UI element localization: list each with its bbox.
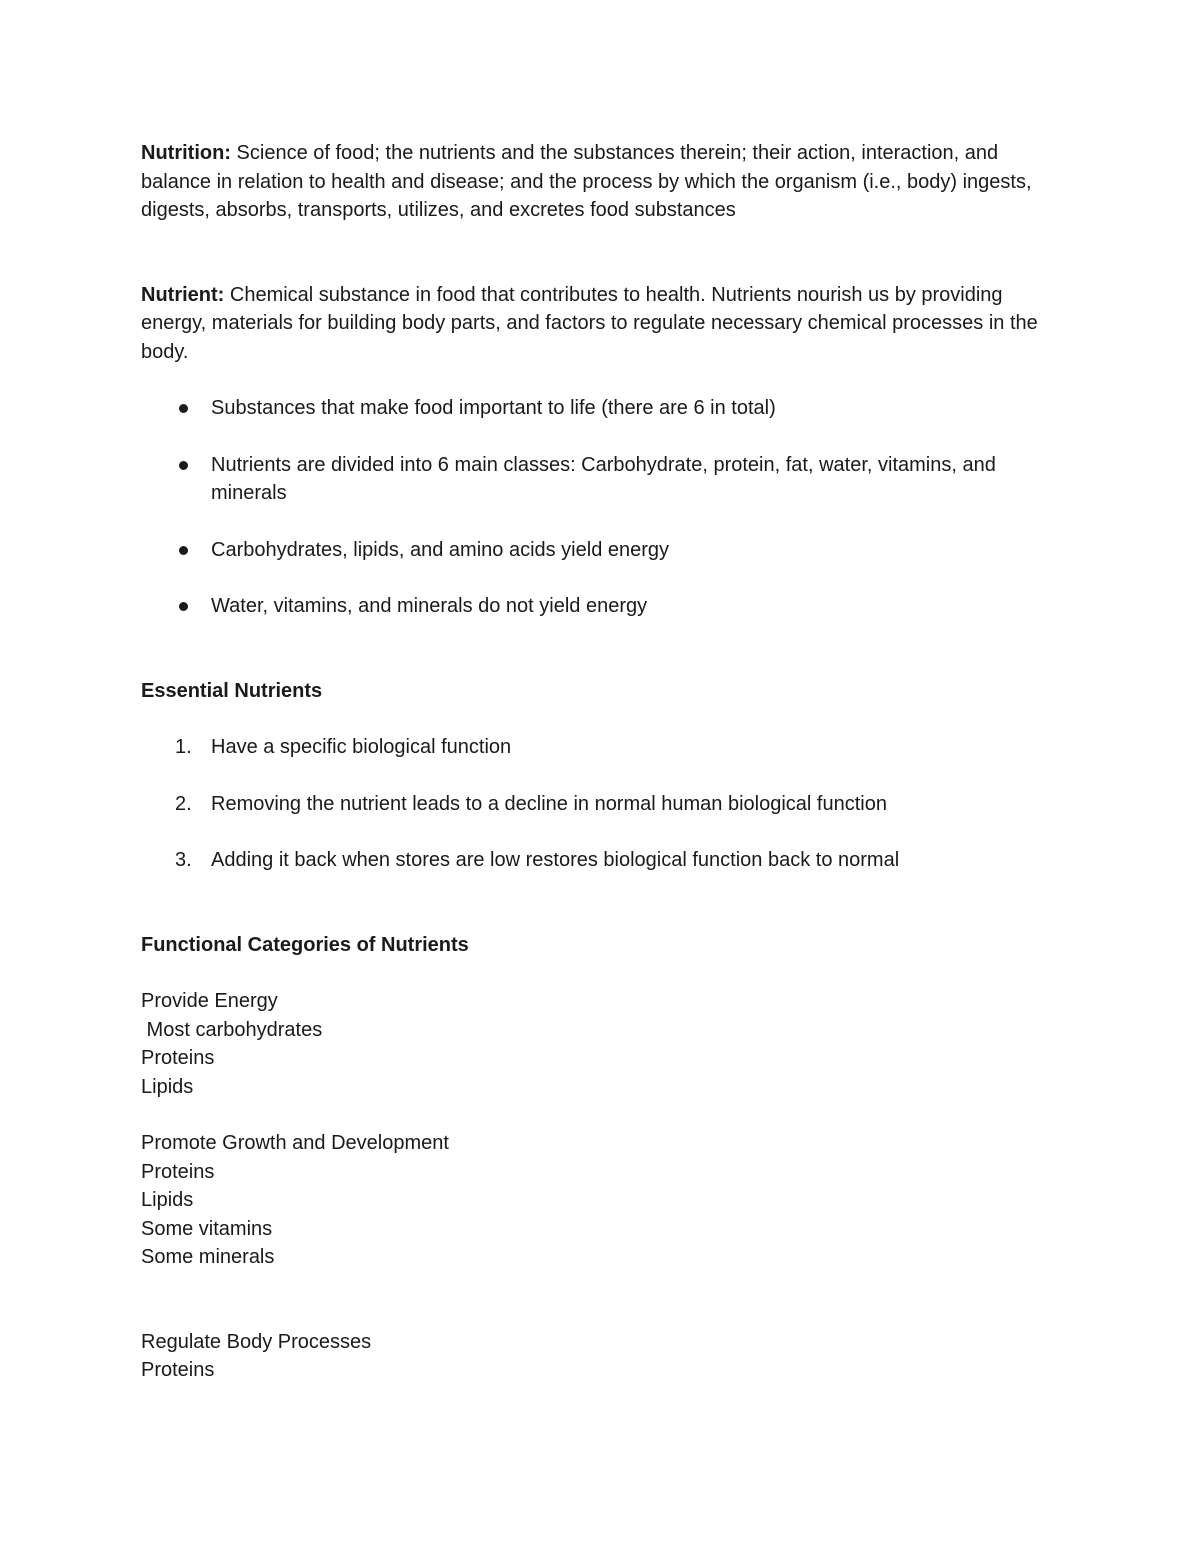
list-item (141, 790, 1071, 819)
list-item (141, 536, 1071, 565)
list-item-text: Have a specific biological function (211, 736, 512, 758)
list-item (141, 592, 1071, 621)
group-item: Proteins (141, 1047, 215, 1069)
nutrient-bullet-list (141, 394, 1071, 621)
bullet-icon (179, 602, 188, 611)
provide-energy-group (141, 987, 1071, 1101)
list-item (141, 394, 1071, 423)
bullet-text: Nutrients are divided into 6 main classes: Carbohydrate, protein, fat, water, vitamins, and minerals (211, 453, 996, 504)
list-item (141, 733, 1071, 762)
group-title: Promote Growth and Development (141, 1132, 449, 1154)
group-item: Lipids (141, 1189, 194, 1211)
list-item-text: Adding it back when stores are low restores biological function back to normal (211, 849, 900, 871)
group-item: Lipids (141, 1075, 194, 1098)
nutrition-definition (141, 139, 1071, 225)
list-item-text: Removing the nutrient leads to a decline in normal human biological function (211, 792, 887, 815)
list-number: 1. (175, 736, 192, 758)
document-page (141, 139, 1071, 1385)
bullet-text: Substances that make food important to life (there are 6 in total) (211, 397, 776, 419)
functional-categories-heading: Functional Categories of Nutrients (141, 933, 469, 956)
essential-nutrients-heading: Essential Nutrients (141, 679, 323, 702)
bullet-icon (179, 546, 188, 555)
nutrient-definition (141, 281, 1071, 367)
list-item (141, 846, 1071, 875)
group-item: Most carbohydrates (141, 1018, 323, 1041)
bullet-text: Carbohydrates, lipids, and amino acids yield energy (211, 538, 670, 561)
group-item: Proteins (141, 1359, 215, 1381)
group-title: Regulate Body Processes (141, 1330, 372, 1353)
group-title: Provide Energy (141, 990, 278, 1012)
nutrition-term: Nutrition: (141, 142, 231, 164)
promote-growth-group (141, 1129, 1071, 1272)
list-number: 2. (175, 792, 192, 815)
group-item: Some minerals (141, 1246, 275, 1268)
list-number: 3. (175, 849, 192, 871)
essential-nutrients-list (141, 733, 1071, 875)
nutrition-definition-text: Science of food; the nutrients and the substances therein; their action, interaction, and balance in relation to health and disease; and the process by which the organism (i.e., body) ingests, digests, absorbs, transports, utilizes, and excretes food substances (141, 142, 1032, 221)
nutrient-term: Nutrient: (141, 283, 225, 306)
group-item: Proteins (141, 1160, 215, 1183)
bullet-icon (179, 404, 188, 413)
nutrient-definition-text: Chemical substance in food that contributes to health. Nutrients nourish us by providing energy, materials for building body parts, and factors to regulate necessary chemical processes in the body. (141, 283, 1038, 363)
bullet-text: Water, vitamins, and minerals do not yield energy (211, 595, 648, 617)
group-item: Some vitamins (141, 1217, 273, 1240)
bullet-icon (179, 461, 188, 470)
regulate-body-group (141, 1328, 1071, 1385)
list-item (141, 451, 1071, 508)
